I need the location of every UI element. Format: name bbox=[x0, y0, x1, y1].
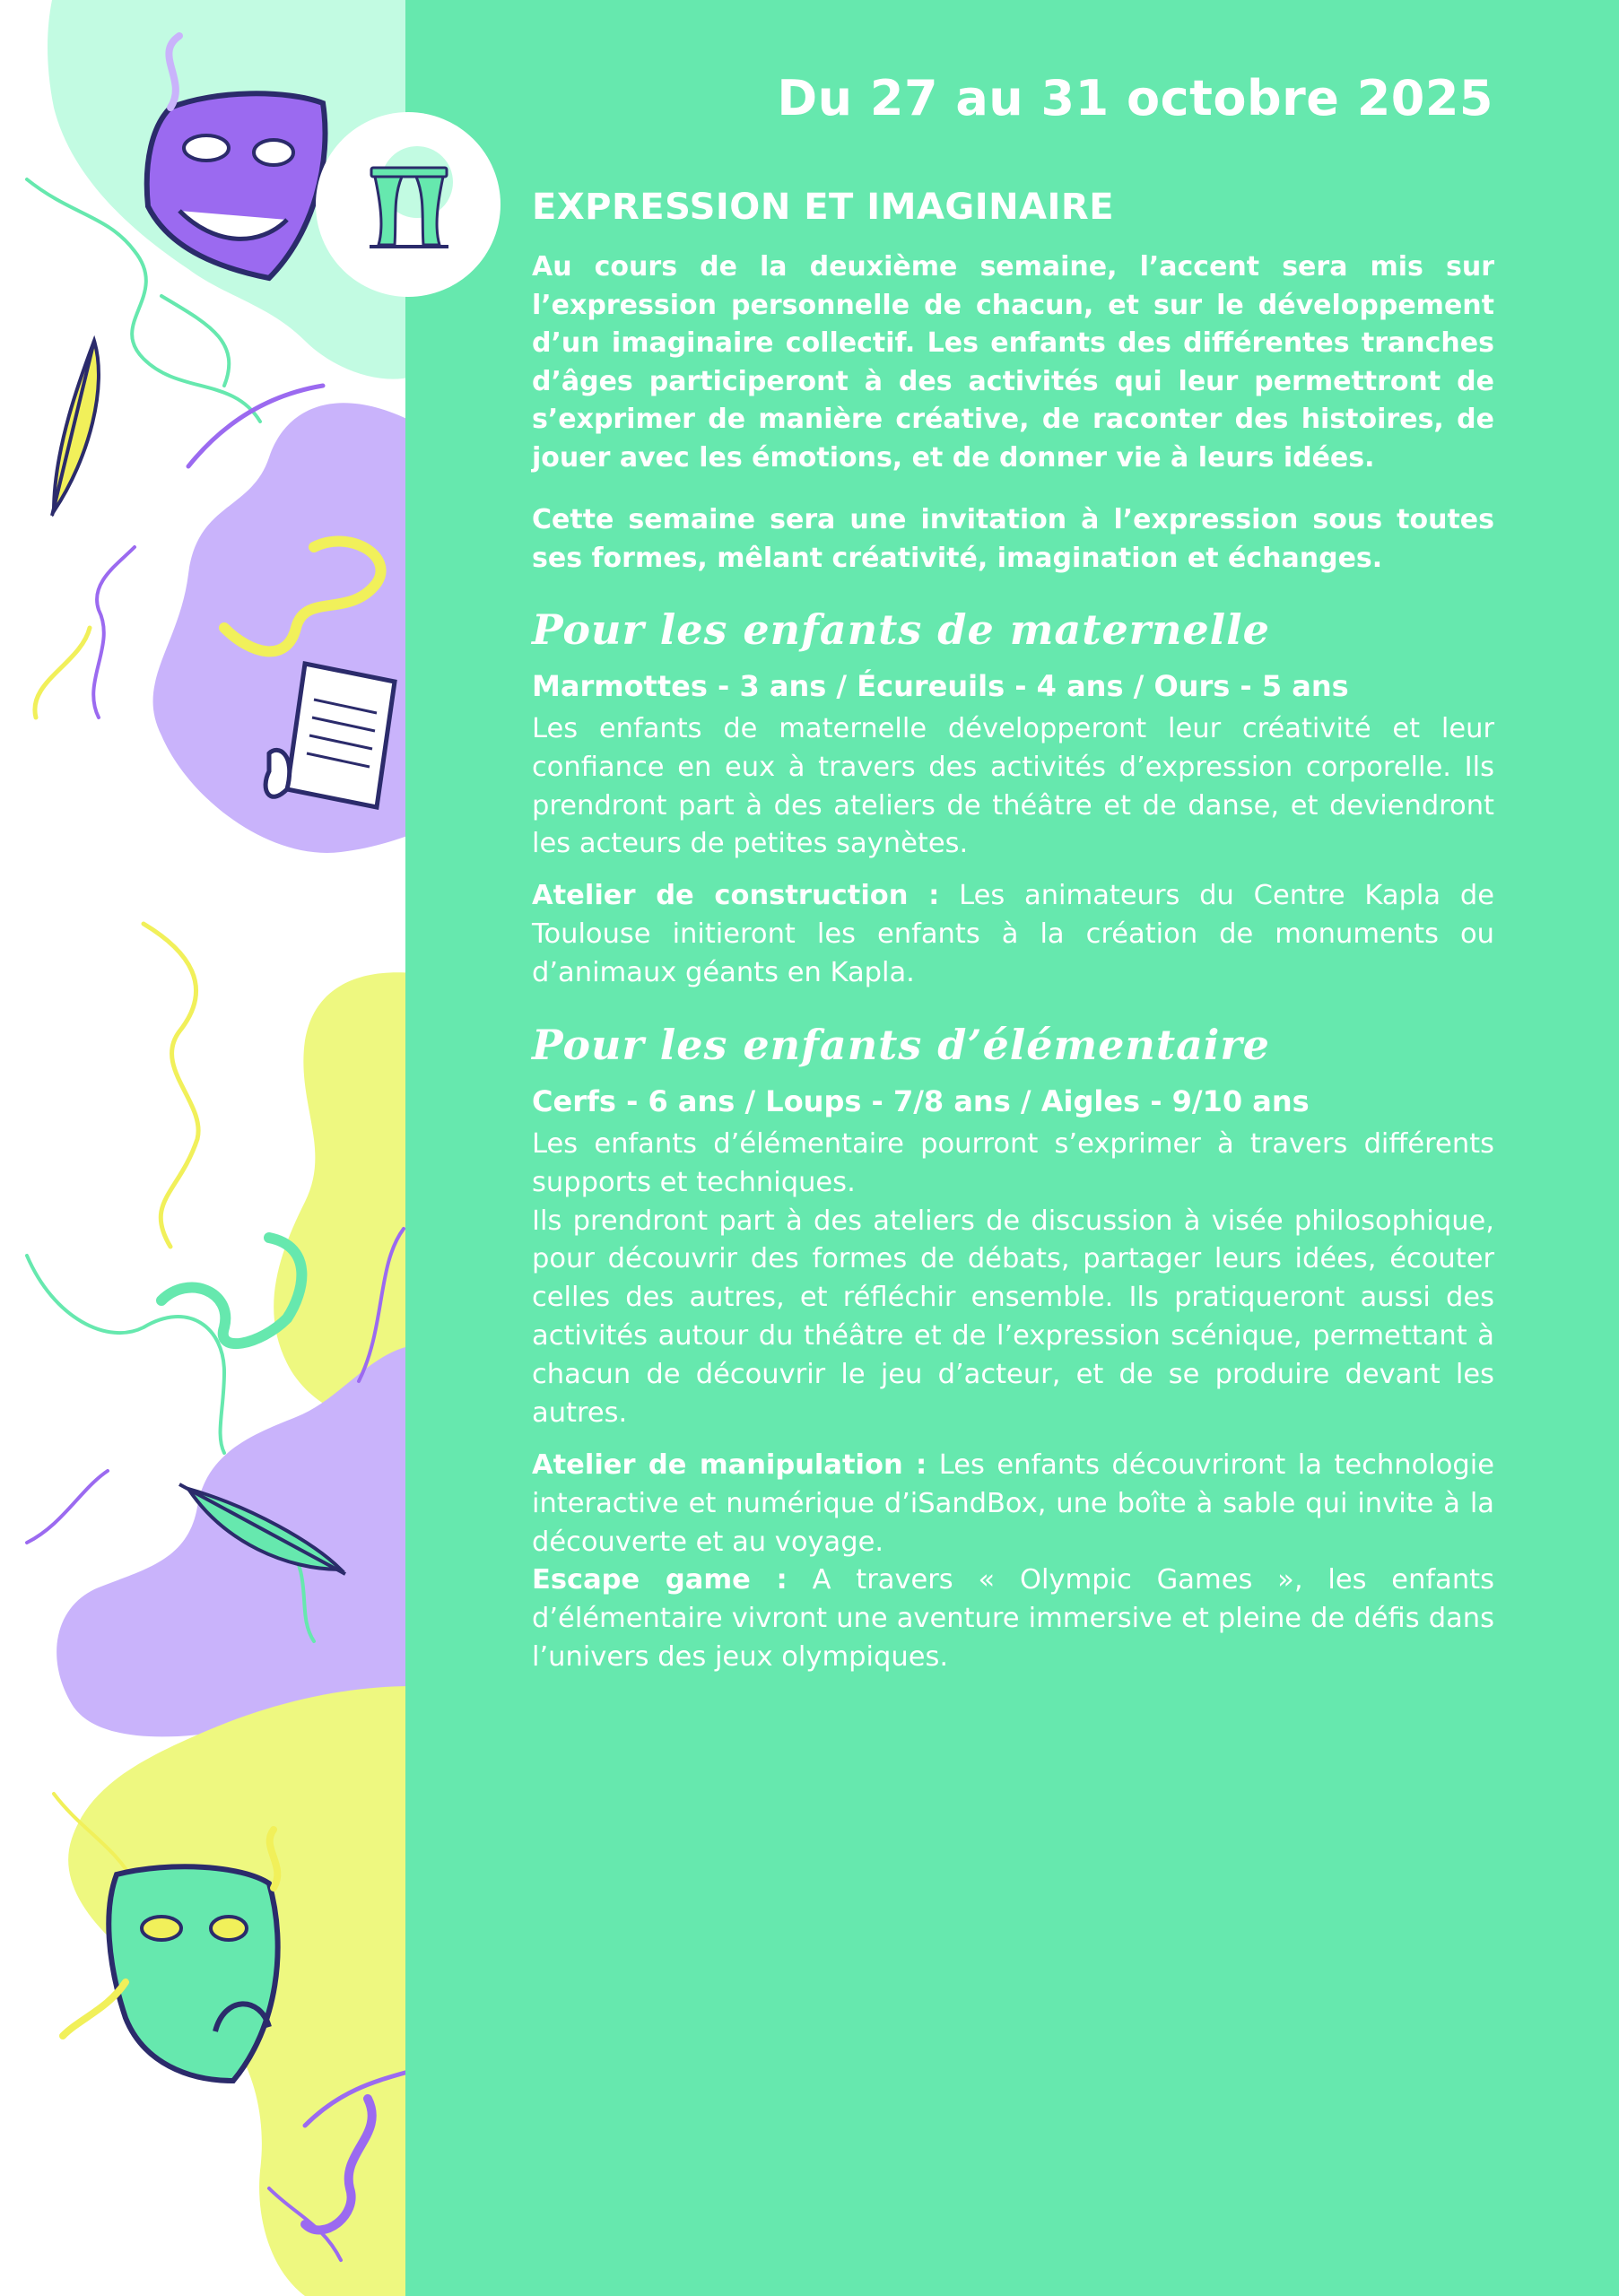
date-title: Du 27 au 31 octobre 2025 bbox=[777, 70, 1493, 126]
atelier-construction bbox=[532, 877, 1494, 992]
intro-paragraph: Au cours de la deuxième semaine, l’accent sera mis sur l’expression personnelle de chacun, et sur le développement d’un imaginaire collectif. Les enfants des différentes tranches d’âges participeront à des activités qui leur permettront de s’exprimer de manière créative, de raconter des histoires, de jouer avec les émotions, et de donner vie à leurs idées. bbox=[532, 251, 1494, 474]
atelier-text: Les enfants découvriront la technologie interactive et numérique d’iSandBox, une boîte à sable qui invite à la découverte et au voyage. bbox=[532, 1449, 1494, 1558]
theatre-curtain-icon bbox=[316, 112, 500, 297]
description-elementaire bbox=[532, 1126, 1494, 1432]
atelier-label: Atelier de manipulation : bbox=[532, 1449, 927, 1481]
atelier-manipulation bbox=[532, 1447, 1494, 1561]
groups-elementaire: Cerfs - 6 ans / Loups - 7/8 ans / Aigles - 9/10 ans bbox=[532, 1084, 1310, 1118]
squiggle-line bbox=[35, 628, 90, 718]
escape-label: Escape game : bbox=[532, 1564, 788, 1596]
description-line: Ils prendront part à des ateliers de discussion à visée philosophique, pour découvrir des formes de débats, partager leurs idées, écouter celles des autres, et réfléchir ensemble. Ils pratiqueront aussi des activités autour du théâtre et de l’expression scénique, permettant à chacun de découvrir le jeu d’acteur, et de se produire devant les autres. bbox=[532, 1205, 1494, 1429]
purple-blob-bottom bbox=[57, 1345, 413, 1736]
atelier-label: Atelier de construction : bbox=[532, 880, 940, 911]
squiggle-line bbox=[144, 924, 198, 1247]
escape-game bbox=[532, 1561, 1494, 1676]
heading-maternelle: Pour les enfants de maternelle bbox=[532, 605, 1270, 654]
section-title: EXPRESSION ET IMAGINAIRE bbox=[532, 187, 1115, 228]
squiggle-line bbox=[161, 296, 229, 386]
description-line: Les enfants d’élémentaire pourront s’exprimer à travers différents supports et techniques. bbox=[532, 1128, 1494, 1198]
squiggle-line bbox=[93, 547, 135, 718]
groups-maternelle: Marmottes - 3 ans / Écureuils - 4 ans / Ours - 5 ans bbox=[532, 669, 1349, 703]
squiggle-line bbox=[27, 1471, 108, 1543]
atelier-text: Les animateurs du Centre Kapla de Toulouse initieront les enfants à la création de monuments ou d’animaux géants en Kapla. bbox=[532, 880, 1494, 988]
intro-paragraph: Cette semaine sera une invitation à l’expression sous toutes ses formes, mêlant créativité, imagination et échanges. bbox=[532, 504, 1494, 574]
escape-text: A travers « Olympic Games », les enfants d’élémentaire vivront une aventure immersive et pleine de défis dans l’univers des jeux olympiques. bbox=[532, 1564, 1495, 1673]
description-maternelle: Les enfants de maternelle développeront leur créativité et leur confiance en eux à travers des activités d’expression corporelle. Ils prendront part à des ateliers de théâtre et de danse, et deviendront les acteurs de petites saynètes. bbox=[532, 713, 1494, 860]
heading-elementaire: Pour les enfants d’élémentaire bbox=[532, 1021, 1270, 1069]
feather-yellow bbox=[52, 341, 99, 516]
